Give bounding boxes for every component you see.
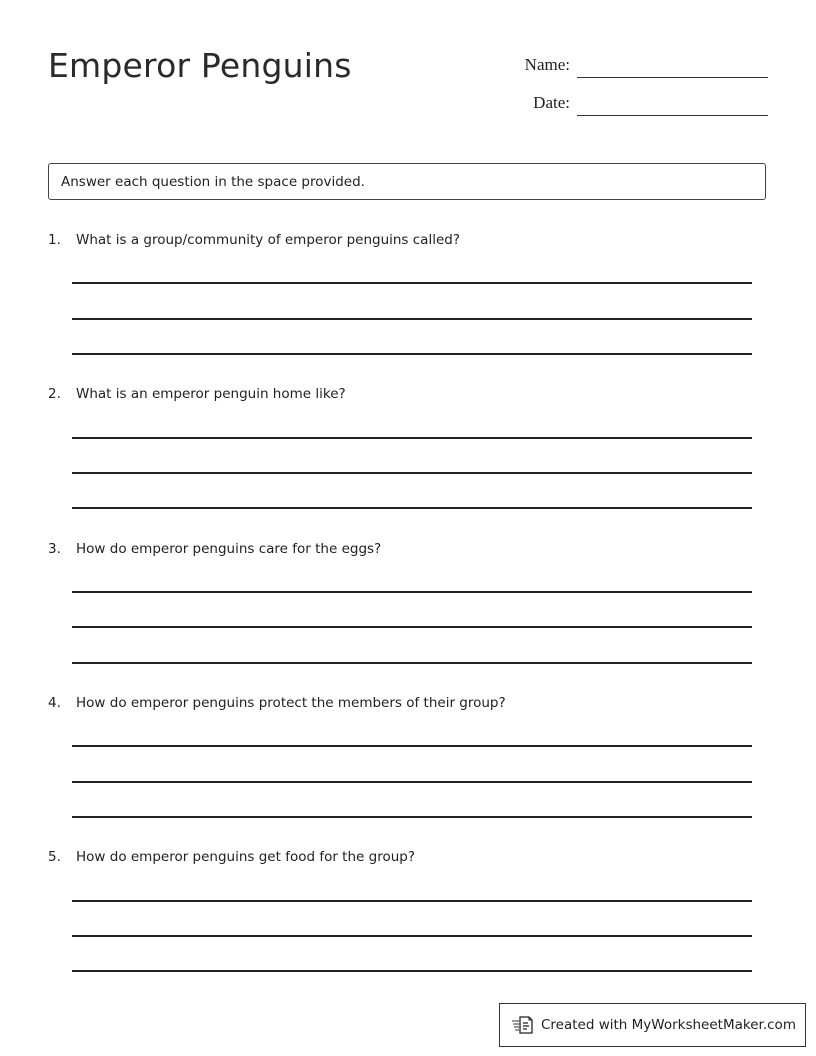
answer-line: [72, 437, 752, 439]
answer-line: [72, 591, 752, 593]
footer-credit-text[interactable]: Created with MyWorksheetMaker.com: [541, 1017, 796, 1033]
question-text: How do emperor penguins care for the eggs?: [76, 541, 382, 557]
question-1: [48, 232, 768, 372]
question-number: 2.: [48, 386, 61, 402]
name-line: [577, 77, 768, 78]
question-text: What is an emperor penguin home like?: [76, 386, 346, 402]
answer-line: [72, 662, 752, 664]
answer-line: [72, 626, 752, 628]
date-line: [577, 115, 768, 116]
question-number: 3.: [48, 541, 61, 557]
answer-line: [72, 781, 752, 783]
name-field: [518, 48, 768, 78]
date-field: [518, 86, 768, 116]
answer-line: [72, 745, 752, 747]
answer-line: [72, 935, 752, 937]
question-5: [48, 849, 768, 989]
answer-line: [72, 318, 752, 320]
question-text: What is a group/community of emperor penguins called?: [76, 232, 460, 248]
question-number: 5.: [48, 849, 61, 865]
footer-credit-box[interactable]: [499, 1003, 806, 1047]
question-number: 1.: [48, 232, 61, 248]
name-label: Name:: [524, 55, 570, 74]
question-2: [48, 386, 768, 526]
answer-line: [72, 282, 752, 284]
question-4: [48, 695, 768, 835]
answer-line: [72, 970, 752, 972]
answer-line: [72, 353, 752, 355]
question-3: [48, 541, 768, 681]
answer-line: [72, 816, 752, 818]
worksheet-title: Emperor Penguins: [48, 46, 352, 85]
date-label: Date:: [533, 93, 570, 112]
worksheet-maker-logo-icon: [512, 1015, 534, 1035]
question-number: 4.: [48, 695, 61, 711]
instructions-box: Answer each question in the space provided.: [48, 163, 766, 200]
question-text: How do emperor penguins protect the members of their group?: [76, 695, 506, 711]
question-text: How do emperor penguins get food for the group?: [76, 849, 416, 865]
answer-line: [72, 900, 752, 902]
answer-line: [72, 507, 752, 509]
answer-line: [72, 472, 752, 474]
